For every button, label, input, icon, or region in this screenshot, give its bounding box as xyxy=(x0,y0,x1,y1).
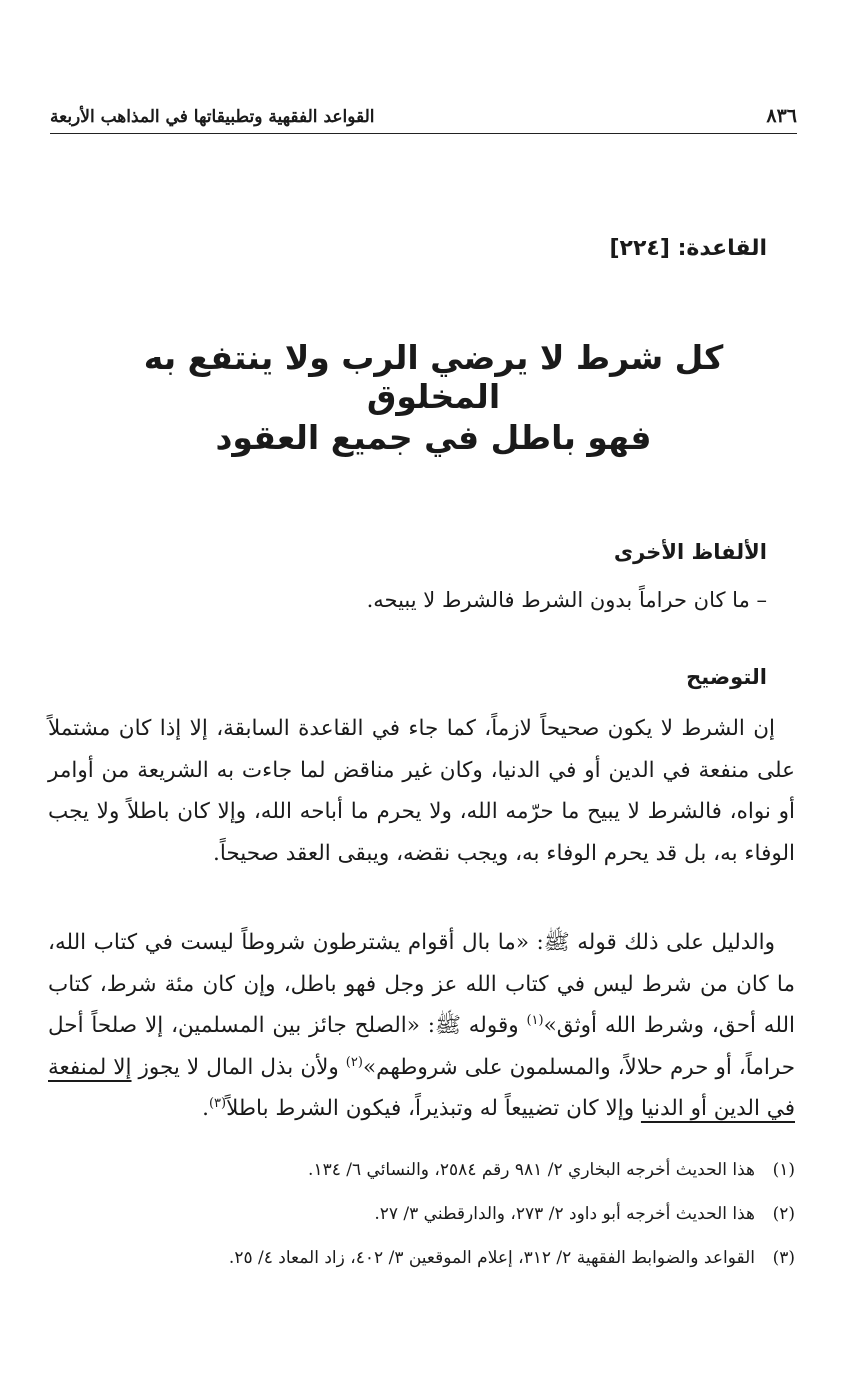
paragraph-1-text: إن الشرط لا يكون صحيحاً لازماً، كما جاء في القاعدة السابقة، إلا إذا كان مشتملاً على منفعة في الدين أو في الدنيا، وكان غير مناقض لما جاءت به الشريعة من أوامر أو نواه، فالشرط لا يبيح ما حرّمه الله، ولا يحرم ما أباحه الله، وإلا كان باطلاً ولا يجب الوفاء به، بل قد يحرم الوفاء به، ويجب نقضه، ويبقى العقد صحيحاً. xyxy=(48,716,795,866)
paragraph-2-part-c: ولأن بذل المال لا يجوز xyxy=(131,1054,346,1080)
paragraph-2-end: . xyxy=(202,1096,209,1121)
footnote-1 xyxy=(90,1148,795,1192)
paragraph-2-part-b: وقوله ﷺ: «الصلح جائز بين المسلمين، إلا صلحاً أحل حراماً، أو حرم حلالاً، والمسلمون على شروطهم» xyxy=(48,1013,795,1080)
footnote-text: هذا الحديث أخرجه أبو داود ٢/ ٢٧٣، والدارقطني ٣/ ٢٧. xyxy=(374,1204,755,1224)
paragraph-2-part-a: والدليل على ذلك قوله ﷺ: «ما بال أقوام يشترطون شروطاً ليست في كتاب الله، ما كان من شرط ليس في كتاب الله عز وجل فهو باطل، وإن كان مئة شرط، كتاب الله أحق، وشرط الله أوثق» xyxy=(48,930,795,1038)
alternative-wording-item: – ما كان حراماً بدون الشرط فالشرط لا يبيحه. xyxy=(366,588,767,612)
footnote-number: (٣) xyxy=(772,1248,795,1268)
running-header xyxy=(50,98,797,134)
footnote-number: (١) xyxy=(772,1160,795,1180)
explanation-heading: التوضيح xyxy=(686,665,767,689)
footnote-3 xyxy=(90,1236,795,1280)
rule-title-line-1: كل شرط لا يرضي الرب ولا ينتفع به المخلوق xyxy=(143,338,724,416)
footnote-ref-3[interactable]: (٣) xyxy=(208,1095,227,1111)
paragraph-2-part-d: وإلا كان تضييعاً له وتبذيراً، فيكون الشرط باطلاً xyxy=(226,1096,641,1121)
explanation-paragraph-1 xyxy=(48,708,795,874)
rule-label-text: القاعدة: xyxy=(677,236,767,261)
rule-title-line-2: فهو باطل في جميع العقود xyxy=(215,418,652,457)
book-title: القواعد الفقهية وتطبيقاتها في المذاهب الأربعة xyxy=(50,107,375,127)
rule-number: [٢٢٤] xyxy=(609,236,670,261)
rule-label xyxy=(609,236,767,261)
footnote-text: القواعد والضوابط الفقهية ٢/ ٣١٢، إعلام الموقعين ٣/ ٤٠٢، زاد المعاد ٤/ ٢٥. xyxy=(228,1248,755,1268)
page-number: ٨٣٦ xyxy=(766,105,797,127)
footnote-2 xyxy=(90,1192,795,1236)
alternatives-heading: الألفاظ الأخرى xyxy=(613,540,767,564)
footnote-ref-1[interactable]: (١) xyxy=(526,1012,544,1028)
footnote-number: (٢) xyxy=(772,1204,795,1224)
underlined-phrase: إلا لمنفعة في الدين أو الدنيا xyxy=(48,1054,795,1121)
footnotes xyxy=(90,1148,795,1280)
explanation-paragraph-2 xyxy=(48,922,795,1130)
footnote-text: هذا الحديث أخرجه البخاري ٢/ ٩٨١ رقم ٢٥٨٤، والنسائي ٦/ ١٣٤. xyxy=(308,1160,755,1180)
footnote-ref-2[interactable]: (٢) xyxy=(345,1054,363,1070)
